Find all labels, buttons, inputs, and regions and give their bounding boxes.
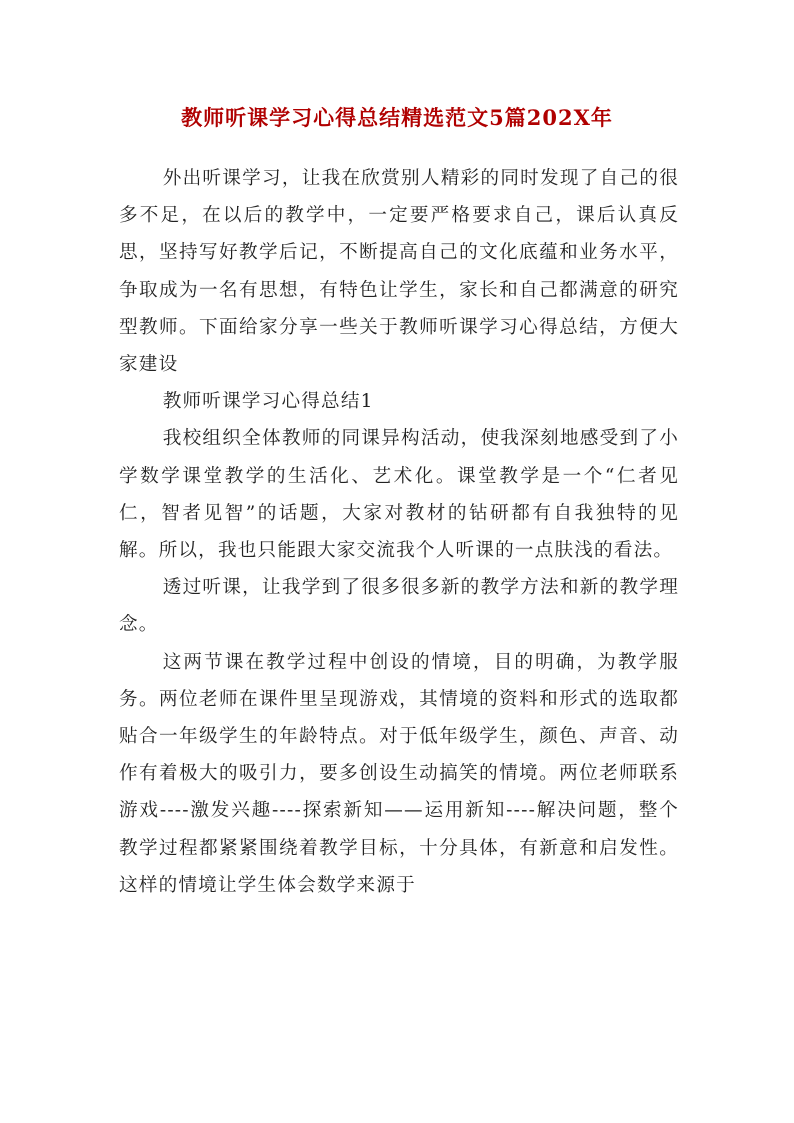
document-body — [119, 160, 679, 904]
body-paragraph: 这两节课在教学过程中创设的情境，目的明确，为教学服务。两位老师在课件里呈现游戏，其情境的资料和形式的选取都贴合一年级学生的年龄特点。对于低年级学生，颜色、声音、动作有着极大的吸引力，要多创设生动搞笑的情境。两位老师联系游戏----激发兴趣----探索新知——运用新知----解决问题，整个教学过程都紧紧围绕着教学目标，十分具体，有新意和启发性。这样的情境让学生体会数学来源于 — [119, 651, 679, 896]
document-title: 教师听课学习心得总结精选范文5篇202X年 — [181, 105, 613, 130]
section-heading: 教师听课学习心得总结1 — [162, 391, 374, 413]
intro-paragraph: 外出听课学习，让我在欣赏别人精彩的同时发现了自己的很多不足，在以后的教学中，一定要严格要求自己，课后认真反思，坚持写好教学后记，不断提高自己的文化底蕴和业务水平，争取成为一名有思想，有特色让学生，家长和自己都满意的研究型教师。下面给家分享一些关于教师听课学习心得总结，方便大家建设 — [119, 168, 679, 376]
body-paragraph: 透过听课，让我学到了很多很多新的教学方法和新的教学理念。 — [119, 577, 679, 636]
body-paragraph: 我校组织全体教师的同课异构活动，使我深刻地感受到了小学数学课堂教学的生活化、艺术化。课堂教学是一个“仁者见仁，智者见智”的话题，大家对教材的钻研都有自我独特的见解。所以，我也只能跟大家交流我个人听课的一点肤浅的看法。 — [119, 428, 679, 562]
